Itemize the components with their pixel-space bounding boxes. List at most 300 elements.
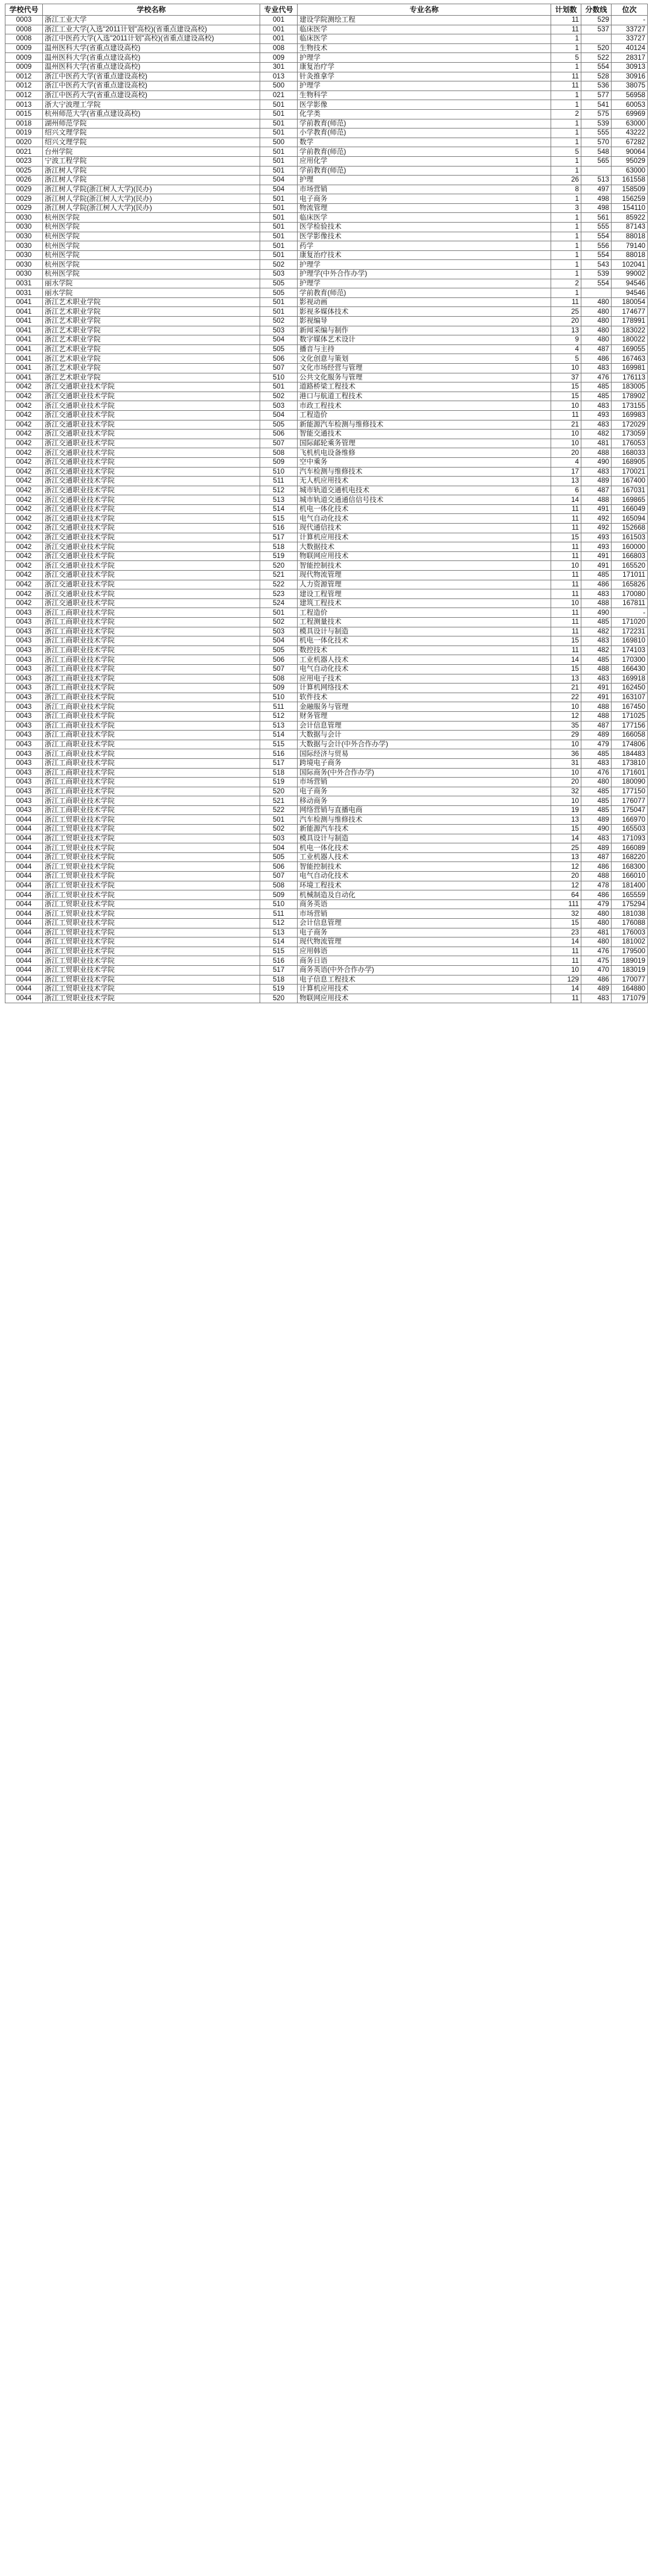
- table-row: [5, 909, 648, 919]
- school-name-cell: 浙江交通职业技术学院: [43, 551, 260, 561]
- major-code-cell: 506: [260, 862, 298, 872]
- school-code-cell: 0042: [5, 551, 43, 561]
- plan-count-cell: 11: [551, 589, 581, 599]
- score-line-cell: 490: [581, 608, 612, 618]
- rank-cell: 183022: [612, 326, 648, 335]
- major-code-cell: 001: [260, 25, 298, 34]
- school-name-cell: 浙江工商职业技术学院: [43, 721, 260, 731]
- rank-cell: 176113: [612, 373, 648, 382]
- score-line-cell: 577: [581, 90, 612, 100]
- school-code-cell: 0020: [5, 138, 43, 147]
- score-line-cell: 482: [581, 430, 612, 439]
- major-code-cell: 508: [260, 881, 298, 890]
- school-code-cell: 0030: [5, 241, 43, 251]
- plan-count-cell: 10: [551, 796, 581, 806]
- major-code-cell: 508: [260, 674, 298, 684]
- plan-count-cell: 19: [551, 805, 581, 815]
- major-code-cell: 505: [260, 279, 298, 288]
- score-line-cell: 561: [581, 213, 612, 223]
- score-line-cell: 555: [581, 223, 612, 232]
- rank-cell: 94546: [612, 288, 648, 298]
- major-code-cell: 514: [260, 937, 298, 947]
- score-line-cell: 491: [581, 551, 612, 561]
- school-name-cell: 浙江交通职业技术学院: [43, 589, 260, 599]
- score-line-cell: 543: [581, 260, 612, 270]
- major-name-cell: 市政工程技术: [298, 401, 551, 411]
- score-line-cell: 489: [581, 843, 612, 853]
- rank-cell: 94546: [612, 279, 648, 288]
- score-line-cell: 483: [581, 834, 612, 843]
- major-code-cell: 501: [260, 608, 298, 618]
- score-line-cell: 554: [581, 279, 612, 288]
- major-code-cell: 511: [260, 477, 298, 486]
- plan-count-cell: 1: [551, 62, 581, 72]
- major-name-cell: 临床医学: [298, 213, 551, 223]
- plan-count-cell: 1: [551, 194, 581, 204]
- school-code-cell: 0023: [5, 156, 43, 166]
- major-name-cell: 智能控制技术: [298, 862, 551, 872]
- major-code-cell: 013: [260, 72, 298, 81]
- major-code-cell: 501: [260, 203, 298, 213]
- school-code-cell: 0043: [5, 758, 43, 768]
- major-name-cell: 商务英语(中外合作办学): [298, 965, 551, 975]
- major-name-cell: 医学影像: [298, 100, 551, 110]
- major-name-cell: 汽车检测与维修技术: [298, 467, 551, 477]
- school-code-cell: 0031: [5, 279, 43, 288]
- table-row: [5, 354, 648, 364]
- school-code-cell: 0026: [5, 176, 43, 185]
- school-name-cell: 浙江艺术职业学院: [43, 344, 260, 354]
- score-line-cell: 554: [581, 62, 612, 72]
- major-name-cell: 港口与航道工程技术: [298, 392, 551, 401]
- school-name-cell: 浙江工商职业技术学院: [43, 618, 260, 627]
- rank-cell: 28317: [612, 53, 648, 63]
- major-name-cell: 物流管理: [298, 203, 551, 213]
- plan-count-cell: 14: [551, 985, 581, 994]
- major-code-cell: 507: [260, 363, 298, 373]
- school-name-cell: 浙江工贸职业技术学院: [43, 843, 260, 853]
- rank-cell: 175047: [612, 805, 648, 815]
- table-row: [5, 768, 648, 778]
- score-line-cell: 493: [581, 410, 612, 420]
- major-code-cell: 500: [260, 138, 298, 147]
- plan-count-cell: 3: [551, 203, 581, 213]
- score-line-cell: 497: [581, 185, 612, 194]
- rank-cell: 166010: [612, 872, 648, 881]
- score-line-cell: 488: [581, 495, 612, 505]
- major-name-cell: 城市轨道交通通信信号技术: [298, 495, 551, 505]
- score-line-cell: 491: [581, 561, 612, 571]
- school-code-cell: 0044: [5, 862, 43, 872]
- table-row: [5, 119, 648, 128]
- school-name-cell: 浙江工商职业技术学院: [43, 664, 260, 674]
- rank-cell: 79140: [612, 241, 648, 251]
- school-name-cell: 浙江工业大学(入选"2011计划"高校)(省重点建设高校): [43, 25, 260, 34]
- plan-count-cell: 5: [551, 354, 581, 364]
- rank-cell: 88018: [612, 250, 648, 260]
- plan-count-cell: 11: [551, 551, 581, 561]
- school-name-cell: 浙江工贸职业技术学院: [43, 852, 260, 862]
- school-name-cell: 浙江工商职业技术学院: [43, 608, 260, 618]
- school-code-cell: 0019: [5, 128, 43, 138]
- plan-count-cell: 10: [551, 439, 581, 448]
- score-line-cell: 482: [581, 646, 612, 655]
- major-name-cell: 医学检验技术: [298, 223, 551, 232]
- plan-count-cell: 10: [551, 430, 581, 439]
- score-line-cell: 498: [581, 194, 612, 204]
- school-code-cell: 0008: [5, 25, 43, 34]
- school-code-cell: 0043: [5, 655, 43, 665]
- table-row: [5, 72, 648, 81]
- rank-cell: 99002: [612, 270, 648, 279]
- table-row: [5, 176, 648, 185]
- school-name-cell: 浙江工商职业技术学院: [43, 636, 260, 646]
- school-code-cell: 0044: [5, 994, 43, 1003]
- score-line-cell: 489: [581, 985, 612, 994]
- rank-cell: 180022: [612, 335, 648, 345]
- table-row: [5, 805, 648, 815]
- major-code-cell: 517: [260, 758, 298, 768]
- plan-count-cell: 32: [551, 909, 581, 919]
- major-name-cell: 智能控制技术: [298, 561, 551, 571]
- school-code-cell: 0041: [5, 344, 43, 354]
- major-code-cell: 513: [260, 721, 298, 731]
- table-row: [5, 561, 648, 571]
- score-line-cell: 490: [581, 457, 612, 467]
- score-line-cell: 548: [581, 147, 612, 157]
- major-name-cell: 财务管理: [298, 711, 551, 721]
- major-code-cell: 509: [260, 457, 298, 467]
- rank-cell: 176077: [612, 796, 648, 806]
- score-line-cell: 480: [581, 317, 612, 326]
- school-name-cell: 杭州医学院: [43, 213, 260, 223]
- school-name-cell: 浙江交通职业技术学院: [43, 561, 260, 571]
- major-name-cell: 商务英语: [298, 899, 551, 909]
- table-row: [5, 90, 648, 100]
- major-name-cell: 针灸推拿学: [298, 72, 551, 81]
- school-name-cell: 浙江工贸职业技术学院: [43, 825, 260, 834]
- rank-cell: -: [612, 16, 648, 25]
- school-code-cell: 0044: [5, 834, 43, 843]
- school-name-cell: 湖州师范学院: [43, 119, 260, 128]
- school-name-cell: 浙江工商职业技术学院: [43, 646, 260, 655]
- plan-count-cell: 5: [551, 53, 581, 63]
- school-code-cell: 0044: [5, 956, 43, 966]
- plan-count-cell: 4: [551, 457, 581, 467]
- major-name-cell: 临床医学: [298, 34, 551, 44]
- rank-cell: 168220: [612, 852, 648, 862]
- table-row: [5, 975, 648, 985]
- score-line-cell: 485: [581, 787, 612, 796]
- table-row: [5, 731, 648, 740]
- school-code-cell: 0043: [5, 731, 43, 740]
- plan-count-cell: 10: [551, 768, 581, 778]
- school-name-cell: 浙江工商职业技术学院: [43, 749, 260, 759]
- plan-count-cell: 25: [551, 307, 581, 317]
- table-row: [5, 288, 648, 298]
- plan-count-cell: 21: [551, 420, 581, 430]
- major-name-cell: 新闻采编与制作: [298, 326, 551, 335]
- major-code-cell: 508: [260, 448, 298, 458]
- rank-cell: 171093: [612, 834, 648, 843]
- major-name-cell: 播音与主持: [298, 344, 551, 354]
- school-name-cell: 浙江工商职业技术学院: [43, 796, 260, 806]
- major-code-cell: 504: [260, 176, 298, 185]
- table-row: [5, 693, 648, 702]
- table-row: [5, 758, 648, 768]
- major-name-cell: 电子商务: [298, 787, 551, 796]
- school-name-cell: 杭州医学院: [43, 270, 260, 279]
- school-name-cell: 温州医科大学(省重点建设高校): [43, 53, 260, 63]
- school-name-cell: 浙江交通职业技术学院: [43, 457, 260, 467]
- major-code-cell: 515: [260, 514, 298, 524]
- school-code-cell: 0042: [5, 486, 43, 495]
- school-code-cell: 0043: [5, 796, 43, 806]
- school-name-cell: 浙江艺术职业学院: [43, 307, 260, 317]
- school-name-cell: 杭州师范大学(省重点建设高校): [43, 109, 260, 119]
- plan-count-cell: 14: [551, 655, 581, 665]
- school-name-cell: 浙江艺术职业学院: [43, 326, 260, 335]
- rank-cell: 88018: [612, 232, 648, 241]
- score-line-cell: 480: [581, 919, 612, 928]
- score-line-cell: 480: [581, 909, 612, 919]
- header-plan-count: 计划数: [551, 4, 581, 16]
- major-name-cell: 电子商务: [298, 194, 551, 204]
- major-code-cell: 522: [260, 580, 298, 589]
- score-line-cell: 486: [581, 862, 612, 872]
- school-name-cell: 杭州医学院: [43, 260, 260, 270]
- major-code-cell: 504: [260, 843, 298, 853]
- score-line-cell: 491: [581, 504, 612, 514]
- major-name-cell: 汽车检测与维修技术: [298, 815, 551, 825]
- major-name-cell: 空中乘务: [298, 457, 551, 467]
- school-code-cell: 0042: [5, 430, 43, 439]
- score-line-cell: 488: [581, 448, 612, 458]
- major-name-cell: 机电一体化技术: [298, 843, 551, 853]
- school-code-cell: 0043: [5, 693, 43, 702]
- school-code-cell: 0042: [5, 401, 43, 411]
- school-name-cell: 浙江工贸职业技术学院: [43, 862, 260, 872]
- school-name-cell: 浙江工贸职业技术学院: [43, 985, 260, 994]
- school-code-cell: 0009: [5, 43, 43, 53]
- school-name-cell: 浙江工贸职业技术学院: [43, 890, 260, 900]
- plan-count-cell: 11: [551, 608, 581, 618]
- major-code-cell: 502: [260, 260, 298, 270]
- rank-cell: 165559: [612, 890, 648, 900]
- major-name-cell: 模具设计与制造: [298, 627, 551, 636]
- plan-count-cell: 11: [551, 580, 581, 589]
- major-name-cell: 会计信息管理: [298, 919, 551, 928]
- school-name-cell: 浙江艺术职业学院: [43, 373, 260, 382]
- school-code-cell: 0009: [5, 53, 43, 63]
- plan-count-cell: 1: [551, 232, 581, 241]
- score-line-cell: 493: [581, 533, 612, 542]
- score-line-cell: [581, 288, 612, 298]
- school-name-cell: 浙江交通职业技术学院: [43, 382, 260, 392]
- plan-count-cell: 23: [551, 928, 581, 937]
- score-line-cell: 488: [581, 711, 612, 721]
- school-code-cell: 0043: [5, 749, 43, 759]
- major-code-cell: 519: [260, 985, 298, 994]
- rank-cell: 33727: [612, 25, 648, 34]
- school-code-cell: 0043: [5, 608, 43, 618]
- school-name-cell: 浙江工商职业技术学院: [43, 805, 260, 815]
- plan-count-cell: 11: [551, 524, 581, 533]
- school-code-cell: 0044: [5, 815, 43, 825]
- table-row: [5, 467, 648, 477]
- table-row: [5, 477, 648, 486]
- school-code-cell: 0030: [5, 260, 43, 270]
- table-header: [5, 4, 648, 16]
- rank-cell: 169865: [612, 495, 648, 505]
- rank-cell: 178991: [612, 317, 648, 326]
- rank-cell: 173810: [612, 758, 648, 768]
- major-name-cell: 工程测量技术: [298, 618, 551, 627]
- score-line-cell: 575: [581, 109, 612, 119]
- plan-count-cell: 13: [551, 852, 581, 862]
- major-code-cell: 520: [260, 787, 298, 796]
- score-line-cell: 483: [581, 758, 612, 768]
- major-code-cell: 513: [260, 928, 298, 937]
- plan-count-cell: 1: [551, 119, 581, 128]
- plan-count-cell: 1: [551, 128, 581, 138]
- school-code-cell: 0043: [5, 787, 43, 796]
- major-name-cell: 计算机应用技术: [298, 985, 551, 994]
- rank-cell: 181002: [612, 937, 648, 947]
- school-name-cell: 宁波工程学院: [43, 156, 260, 166]
- table-row: [5, 392, 648, 401]
- major-code-cell: 504: [260, 335, 298, 345]
- rank-cell: 165503: [612, 825, 648, 834]
- major-name-cell: 新能源汽车检测与维修技术: [298, 420, 551, 430]
- score-line-cell: 486: [581, 890, 612, 900]
- major-name-cell: 护理学: [298, 279, 551, 288]
- school-code-cell: 0044: [5, 881, 43, 890]
- major-code-cell: 524: [260, 598, 298, 608]
- table-row: [5, 749, 648, 759]
- score-line-cell: 492: [581, 514, 612, 524]
- major-name-cell: 学前教育(师范): [298, 288, 551, 298]
- school-code-cell: 0043: [5, 740, 43, 749]
- school-code-cell: 0042: [5, 571, 43, 580]
- school-name-cell: 浙江交通职业技术学院: [43, 524, 260, 533]
- plan-count-cell: 1: [551, 223, 581, 232]
- major-code-cell: 518: [260, 542, 298, 552]
- rank-cell: 177156: [612, 721, 648, 731]
- header-school-code: 学校代号: [5, 4, 43, 16]
- plan-count-cell: 20: [551, 778, 581, 787]
- rank-cell: 40124: [612, 43, 648, 53]
- table-row: [5, 62, 648, 72]
- score-line-cell: 483: [581, 420, 612, 430]
- table-row: [5, 947, 648, 956]
- rank-cell: 167811: [612, 598, 648, 608]
- school-name-cell: 浙江工商职业技术学院: [43, 674, 260, 684]
- plan-count-cell: 12: [551, 881, 581, 890]
- major-name-cell: 机电一体化技术: [298, 636, 551, 646]
- major-name-cell: 护理学(中外合作办学): [298, 270, 551, 279]
- major-name-cell: 无人机应用技术: [298, 477, 551, 486]
- header-score-line: 分数线: [581, 4, 612, 16]
- major-code-cell: 519: [260, 551, 298, 561]
- major-code-cell: 511: [260, 909, 298, 919]
- plan-count-cell: 2: [551, 279, 581, 288]
- major-name-cell: 应用化学: [298, 156, 551, 166]
- table-row: [5, 674, 648, 684]
- rank-cell: 165520: [612, 561, 648, 571]
- table-row: [5, 796, 648, 806]
- school-code-cell: 0042: [5, 448, 43, 458]
- table-row: [5, 994, 648, 1003]
- rank-cell: 164880: [612, 985, 648, 994]
- major-code-cell: 510: [260, 693, 298, 702]
- rank-cell: 172029: [612, 420, 648, 430]
- major-name-cell: 商务日语: [298, 956, 551, 966]
- table-row: [5, 899, 648, 909]
- table-row: [5, 317, 648, 326]
- plan-count-cell: 15: [551, 636, 581, 646]
- plan-count-cell: 35: [551, 721, 581, 731]
- major-code-cell: 512: [260, 711, 298, 721]
- school-code-cell: 0042: [5, 542, 43, 552]
- major-code-cell: 501: [260, 223, 298, 232]
- rank-cell: 181400: [612, 881, 648, 890]
- table-row: [5, 232, 648, 241]
- plan-count-cell: 13: [551, 477, 581, 486]
- rank-cell: 169981: [612, 363, 648, 373]
- score-line-cell: 483: [581, 994, 612, 1003]
- plan-count-cell: 5: [551, 147, 581, 157]
- rank-cell: 156259: [612, 194, 648, 204]
- major-name-cell: 人力资源管理: [298, 580, 551, 589]
- major-code-cell: 521: [260, 571, 298, 580]
- plan-count-cell: 36: [551, 749, 581, 759]
- table-row: [5, 524, 648, 533]
- major-name-cell: 模具设计与制造: [298, 834, 551, 843]
- rank-cell: 166803: [612, 551, 648, 561]
- score-line-cell: 490: [581, 825, 612, 834]
- plan-count-cell: 11: [551, 994, 581, 1003]
- plan-count-cell: 4: [551, 344, 581, 354]
- school-name-cell: 绍兴文理学院: [43, 128, 260, 138]
- score-line-cell: 480: [581, 335, 612, 345]
- major-code-cell: 523: [260, 589, 298, 599]
- table-row: [5, 985, 648, 994]
- major-name-cell: 国际邮轮乘务管理: [298, 439, 551, 448]
- rank-cell: 176053: [612, 439, 648, 448]
- major-name-cell: 应用电子技术: [298, 674, 551, 684]
- rank-cell: 174103: [612, 646, 648, 655]
- plan-count-cell: 1: [551, 260, 581, 270]
- table-row: [5, 128, 648, 138]
- score-line-cell: 485: [581, 749, 612, 759]
- school-name-cell: 浙江工业大学: [43, 16, 260, 25]
- plan-count-cell: 15: [551, 382, 581, 392]
- table-row: [5, 307, 648, 317]
- plan-count-cell: 1: [551, 241, 581, 251]
- plan-count-cell: 11: [551, 514, 581, 524]
- major-name-cell: 应用韩语: [298, 947, 551, 956]
- school-code-cell: 0041: [5, 317, 43, 326]
- major-code-cell: 501: [260, 297, 298, 307]
- table-row: [5, 486, 648, 495]
- major-name-cell: 生物科学: [298, 90, 551, 100]
- score-line-cell: 554: [581, 232, 612, 241]
- major-code-cell: 503: [260, 326, 298, 335]
- score-line-cell: 485: [581, 805, 612, 815]
- rank-cell: 177150: [612, 787, 648, 796]
- school-name-cell: 浙江交通职业技术学院: [43, 542, 260, 552]
